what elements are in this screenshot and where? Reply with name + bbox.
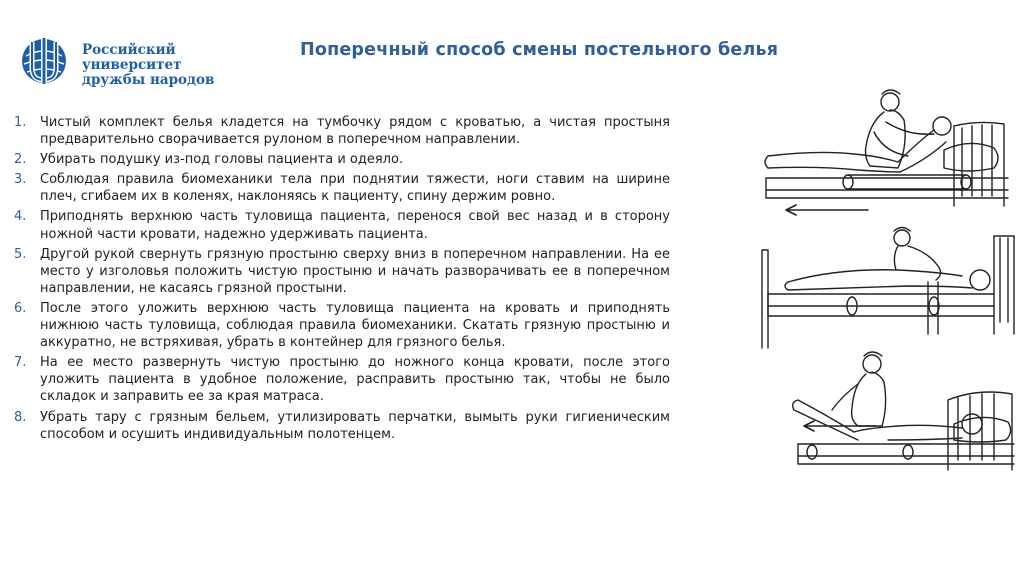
list-item (14, 114, 670, 148)
step-number: 5. (14, 246, 27, 262)
list-item (14, 171, 670, 205)
step-number: 1. (14, 115, 27, 130)
list-item (14, 151, 670, 168)
step-number: 7. (14, 355, 27, 371)
logo-line-1: Российский университет (82, 42, 182, 73)
step-text: На ее место развернуть чистую простыню до ножного конца кровати, после этого уложить пациента в удобное положение, расправить простыню так, чтобы не было складок и заправить ее за края матраса. (40, 355, 670, 405)
step-number: 2. (14, 152, 27, 168)
step-text: Убирать подушку из-под головы пациента и одеяло. (40, 152, 404, 168)
illustration-lift-upper-body (758, 86, 1020, 222)
university-logo (18, 36, 278, 86)
list-item (14, 300, 670, 351)
step-number: 6. (14, 300, 27, 316)
step-text: Другой рукой свернуть грязную простыню сверху вниз в поперечном направлении. На ее место у изголовья положить чистую простыню и начать разворачивать ее в поперечном направлении, не касаясь грязной простыни. (40, 246, 670, 296)
step-number: 4. (14, 209, 27, 225)
steps-list (14, 114, 670, 446)
list-item (14, 208, 670, 242)
step-text: Соблюдая правила биомеханики тела при поднятии тяжести, ноги ставим на ширине плеч, сгибаем их в коленях, наклоняясь к пациенту, спину держим ровно. (40, 172, 670, 205)
globe-emblem-icon (18, 36, 74, 86)
logo-line-2: дружбы народов (82, 72, 215, 88)
step-text: Убрать тару с грязным бельем, утилизировать перчатки, вымыть руки гигиеническим способом и осушить индивидуальным полотенцем. (40, 409, 670, 442)
illustration-roll-sheet (758, 222, 1020, 352)
list-item (14, 409, 670, 443)
step-number: 8. (14, 409, 27, 425)
list-item (14, 246, 670, 297)
step-text: Приподнять верхнюю часть туловища пациента, перенося свой вес назад и в сторону ножной части кровати, надежно удерживать пациента. (40, 209, 670, 242)
step-number: 3. (14, 172, 27, 188)
slide-title: Поперечный способ смены постельного белья (300, 40, 779, 60)
step-text: Чистый комплект белья кладется на тумбочку рядом с кроватью, а чистая простыня предварительно сворачивается рулоном в поперечном направлении. (40, 115, 670, 148)
illustration-lift-legs (758, 340, 1020, 474)
list-item (14, 354, 670, 405)
step-text: После этого уложить верхнюю часть туловища пациента на кровать и приподнять нижнюю часть туловища, соблюдая правила биомеханики. Скатать грязную простыню и аккуратно, не встряхивая, убрать в контейнер для грязного белья. (40, 300, 670, 351)
